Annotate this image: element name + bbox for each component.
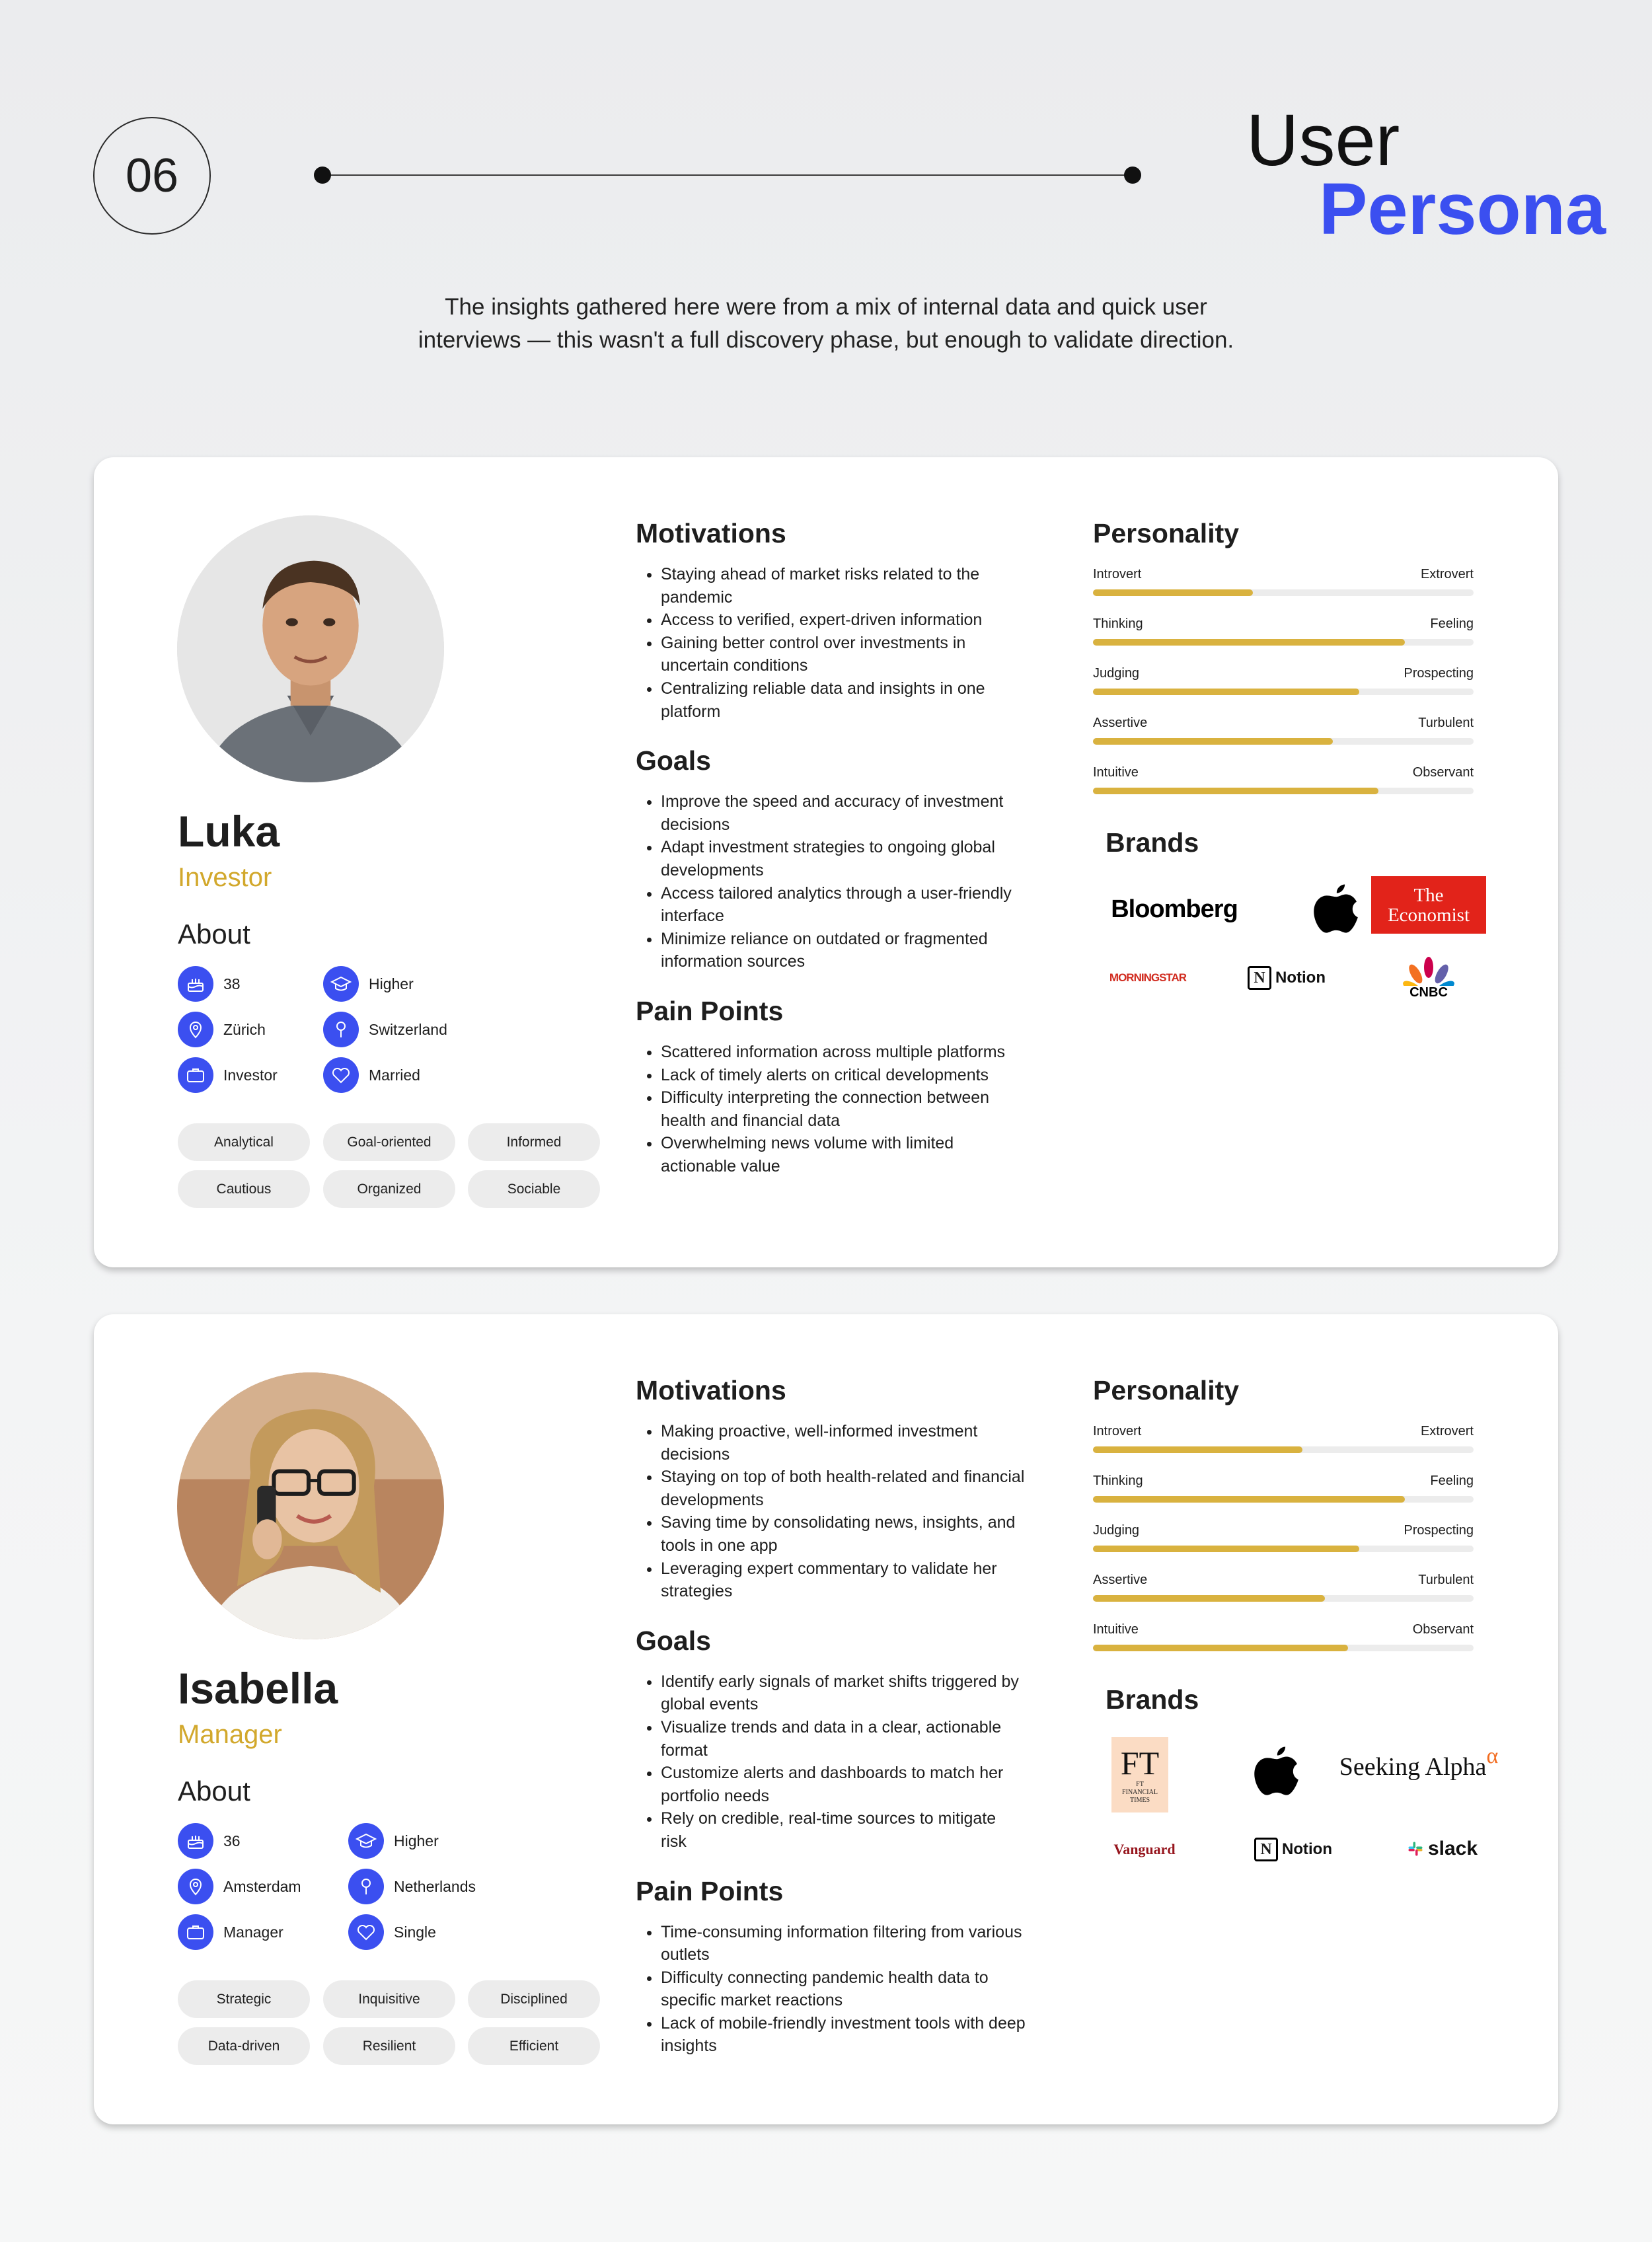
brand-name: Notion <box>1282 1840 1332 1858</box>
seeking-alpha-logo <box>1330 1744 1508 1790</box>
trait-tag: Strategic <box>178 1980 310 2018</box>
list-item: • Overwhelming news volume with limited actionable value <box>661 1132 1026 1177</box>
brands-heading: Brands <box>1106 827 1199 858</box>
brand-name: slack <box>1427 1838 1478 1859</box>
goals-heading: Goals <box>636 745 711 776</box>
persona-name: Luka <box>178 807 280 856</box>
bar-left-label: Introvert <box>1093 567 1142 581</box>
the-economist-logo <box>1371 876 1486 934</box>
section-number-circle <box>93 117 211 235</box>
fact-label: Single <box>394 1923 436 1941</box>
notion-logo <box>1237 959 1336 996</box>
fact-marital-status <box>348 1914 436 1950</box>
bar-track <box>1093 1645 1474 1651</box>
pin-icon <box>348 1869 384 1904</box>
bar-left-label: Assertive <box>1093 716 1148 730</box>
fact-label: Netherlands <box>394 1877 476 1895</box>
motivations-heading: Motivations <box>636 1375 786 1405</box>
bar-track <box>1093 1595 1474 1602</box>
cnbc-logo <box>1389 952 1468 1004</box>
personality-bar <box>1093 567 1474 607</box>
bar-right-label: Extrovert <box>1420 1424 1474 1439</box>
list-item: • Lack of timely alerts on critical developments <box>661 1064 1026 1087</box>
list-item: • Access to verified, expert-driven information <box>661 609 1026 632</box>
pain-points-heading: Pain Points <box>636 995 784 1026</box>
connector-dot-left <box>314 167 331 184</box>
vanguard-logo <box>1098 1836 1191 1863</box>
bar-fill <box>1093 1595 1325 1602</box>
persona-photo <box>177 515 444 782</box>
notion-logo <box>1244 1831 1343 1868</box>
bloomberg-logo <box>1105 883 1244 936</box>
cake-icon <box>178 966 213 1002</box>
list-item: • Identify early signals of market shifts triggered by global events <box>661 1670 1026 1716</box>
bar-fill <box>1093 589 1253 596</box>
persona-details-column <box>636 518 1026 1200</box>
list-item: • Saving time by consolidating news, insights, and tools in one app <box>661 1511 1026 1557</box>
trait-tag: Goal-oriented <box>323 1123 455 1161</box>
about-heading: About <box>178 1775 250 1807</box>
bar-left-label: Judging <box>1093 1523 1140 1538</box>
persona-card-luka <box>94 457 1558 1267</box>
personality-bar <box>1093 617 1474 656</box>
list-item: • Minimize reliance on outdated or fragmented information sources <box>661 928 1026 973</box>
bar-left-label: Thinking <box>1093 617 1143 631</box>
list-item: • Leveraging expert commentary to validate her strategies <box>661 1557 1026 1603</box>
pain-points-list <box>636 1041 1026 1178</box>
bar-track <box>1093 738 1474 745</box>
persona-details-column <box>636 1375 1026 2080</box>
trait-tag: Inquisitive <box>323 1980 455 2018</box>
page-title-line1: User <box>1246 100 1400 181</box>
fact-label: Married <box>369 1066 420 1084</box>
bar-track <box>1093 689 1474 695</box>
list-item: • Difficulty connecting pandemic health data to specific market reactions <box>661 1966 1026 2012</box>
trait-tag: Resilient <box>323 2027 455 2065</box>
fact-city <box>178 1012 266 1047</box>
bar-right-label: Observant <box>1412 765 1474 780</box>
fact-label: Zürich <box>223 1020 266 1038</box>
alpha-symbol: α <box>1486 1744 1499 1768</box>
peacock-icon <box>1402 957 1455 986</box>
bar-left-label: Introvert <box>1093 1424 1142 1439</box>
list-item: • Staying on top of both health-related and financial developments <box>661 1466 1026 1511</box>
list-item: • Access tailored analytics through a user-friendly interface <box>661 882 1026 928</box>
intro-line-1: The insights gathered here were from a mix of internal data and quick user <box>445 294 1207 320</box>
bar-right-label: Extrovert <box>1420 567 1474 581</box>
heart-icon <box>323 1057 359 1093</box>
trait-tag: Disciplined <box>468 1980 600 2018</box>
bar-track <box>1093 1546 1474 1552</box>
trait-tag: Data-driven <box>178 2027 310 2065</box>
fact-age <box>178 1823 241 1859</box>
bar-fill <box>1093 1546 1359 1552</box>
list-item: • Improve the speed and accuracy of investment decisions <box>661 790 1026 836</box>
bar-right-label: Observant <box>1412 1622 1474 1637</box>
graduation-cap-icon <box>323 966 359 1002</box>
personality-bar <box>1093 666 1474 706</box>
pin-icon <box>323 1012 359 1047</box>
connector-dot-right <box>1124 167 1141 184</box>
bar-right-label: Feeling <box>1430 617 1474 631</box>
trait-tag: Cautious <box>178 1170 310 1208</box>
brand-name: CNBC <box>1409 985 1448 1000</box>
fact-education <box>323 966 414 1002</box>
goals-list <box>636 1670 1026 1853</box>
persona-role: Manager <box>178 1720 282 1749</box>
fact-label: Manager <box>223 1923 283 1941</box>
personality-bar <box>1093 1424 1474 1464</box>
list-item: • Gaining better control over investments in uncertain conditions <box>661 632 1026 677</box>
bar-fill <box>1093 738 1333 745</box>
ft-monogram: FT <box>1120 1744 1160 1781</box>
slack-logo <box>1396 1832 1488 1865</box>
fact-occupation <box>178 1057 278 1093</box>
list-item: • Making proactive, well-informed investment decisions <box>661 1420 1026 1466</box>
briefcase-icon <box>178 1914 213 1950</box>
header-connector-line <box>322 174 1133 176</box>
about-heading: About <box>178 918 250 950</box>
motivations-heading: Motivations <box>636 518 786 548</box>
list-item: • Customize alerts and dashboards to match her portfolio needs <box>661 1762 1026 1807</box>
bar-right-label: Feeling <box>1430 1474 1474 1488</box>
personality-bar <box>1093 1622 1474 1662</box>
list-item: • Rely on credible, real-time sources to mitigate risk <box>661 1807 1026 1853</box>
persona-photo <box>177 1372 444 1639</box>
bar-track <box>1093 1446 1474 1453</box>
pain-points-list <box>636 1921 1026 2058</box>
bar-left-label: Judging <box>1093 666 1140 681</box>
brand-name: Seeking Alpha <box>1339 1753 1487 1781</box>
bar-track <box>1093 788 1474 794</box>
brands-heading: Brands <box>1106 1684 1199 1715</box>
fact-marital-status <box>323 1057 420 1093</box>
personality-heading: Personality <box>1093 1375 1240 1405</box>
personality-bar <box>1093 765 1474 805</box>
trait-tag: Informed <box>468 1123 600 1161</box>
list-item: • Lack of mobile-friendly investment tools with deep insights <box>661 2012 1026 2058</box>
bar-left-label: Assertive <box>1093 1573 1148 1587</box>
fact-country <box>323 1012 447 1047</box>
goals-list <box>636 790 1026 973</box>
bar-right-label: Prospecting <box>1404 666 1474 681</box>
list-item: • Staying ahead of market risks related to the pandemic <box>661 563 1026 609</box>
list-item: • Difficulty interpreting the connection between health and financial data <box>661 1086 1026 1132</box>
fact-city <box>178 1869 301 1904</box>
list-item: • Adapt investment strategies to ongoing global developments <box>661 836 1026 881</box>
brand-name: MORNINGSTAR <box>1109 971 1187 984</box>
trait-tag: Sociable <box>468 1170 600 1208</box>
list-item: • Scattered information across multiple platforms <box>661 1041 1026 1064</box>
map-pin-icon <box>178 1869 213 1904</box>
bar-fill <box>1093 689 1359 695</box>
personality-bar <box>1093 1523 1474 1563</box>
ft-wordmark: FT FINANCIAL TIMES <box>1122 1781 1158 1804</box>
notion-icon: N <box>1254 1838 1278 1861</box>
bar-track <box>1093 639 1474 646</box>
bar-left-label: Intuitive <box>1093 1622 1139 1637</box>
bar-fill <box>1093 788 1378 794</box>
notion-icon: N <box>1248 966 1271 990</box>
personality-bar <box>1093 1573 1474 1612</box>
fact-occupation <box>178 1914 283 1950</box>
bar-fill <box>1093 639 1405 646</box>
goals-heading: Goals <box>636 1625 711 1656</box>
fact-age <box>178 966 241 1002</box>
fact-label: 38 <box>223 975 241 992</box>
bar-fill <box>1093 1446 1302 1453</box>
personality-bar <box>1093 716 1474 755</box>
bar-fill <box>1093 1645 1348 1651</box>
trait-tag: Analytical <box>178 1123 310 1161</box>
page-title-line2: Persona <box>1319 168 1606 250</box>
list-item: • Visualize trends and data in a clear, actionable format <box>661 1716 1026 1762</box>
fact-label: Switzerland <box>369 1020 447 1038</box>
trait-tag: Efficient <box>468 2027 600 2065</box>
bar-right-label: Prospecting <box>1404 1523 1474 1538</box>
graduation-cap-icon <box>348 1823 384 1859</box>
bar-fill <box>1093 1496 1405 1503</box>
motivations-list <box>636 563 1026 723</box>
bar-track <box>1093 589 1474 596</box>
portrait-woman-image <box>177 1372 444 1639</box>
personality-heading: Personality <box>1093 518 1240 548</box>
cake-icon <box>178 1823 213 1859</box>
persona-role: Investor <box>178 863 272 892</box>
bar-right-label: Turbulent <box>1418 1573 1474 1587</box>
trait-tag: Organized <box>323 1170 455 1208</box>
pain-points-heading: Pain Points <box>636 1875 784 1906</box>
bar-left-label: Intuitive <box>1093 765 1139 780</box>
bar-right-label: Turbulent <box>1418 716 1474 730</box>
motivations-list <box>636 1420 1026 1603</box>
persona-name: Isabella <box>178 1664 338 1713</box>
briefcase-icon <box>178 1057 213 1093</box>
persona-card-isabella <box>94 1314 1558 2124</box>
brand-name: Vanguard <box>1113 1841 1176 1857</box>
financial-times-logo <box>1111 1737 1168 1812</box>
brand-name: Bloomberg <box>1111 895 1238 923</box>
list-item: • Time-consuming information filtering from various outlets <box>661 1921 1026 1966</box>
bar-track <box>1093 1496 1474 1503</box>
fact-label: 36 <box>223 1832 241 1850</box>
brand-name: The Economist <box>1387 884 1470 926</box>
fact-label: Amsterdam <box>223 1877 301 1895</box>
map-pin-icon <box>178 1012 213 1047</box>
intro-text <box>344 291 1308 357</box>
slack-hash-icon <box>1406 1840 1425 1858</box>
fact-label: Higher <box>394 1832 439 1850</box>
morningstar-logo <box>1105 965 1191 991</box>
fact-education <box>348 1823 439 1859</box>
fact-label: Investor <box>223 1066 278 1084</box>
section-number: 06 <box>125 149 179 202</box>
fact-country <box>348 1869 476 1904</box>
heart-icon <box>348 1914 384 1950</box>
intro-line-2: interviews — this wasn't a full discovery phase, but enough to validate direction. <box>418 327 1234 353</box>
personality-bar <box>1093 1474 1474 1513</box>
fact-label: Higher <box>369 975 414 992</box>
bar-left-label: Thinking <box>1093 1474 1143 1488</box>
brand-name: Notion <box>1275 969 1326 987</box>
list-item: • Centralizing reliable data and insights in one platform <box>661 677 1026 723</box>
apple-logo <box>1224 1738 1330 1805</box>
portrait-man-image <box>177 515 444 782</box>
